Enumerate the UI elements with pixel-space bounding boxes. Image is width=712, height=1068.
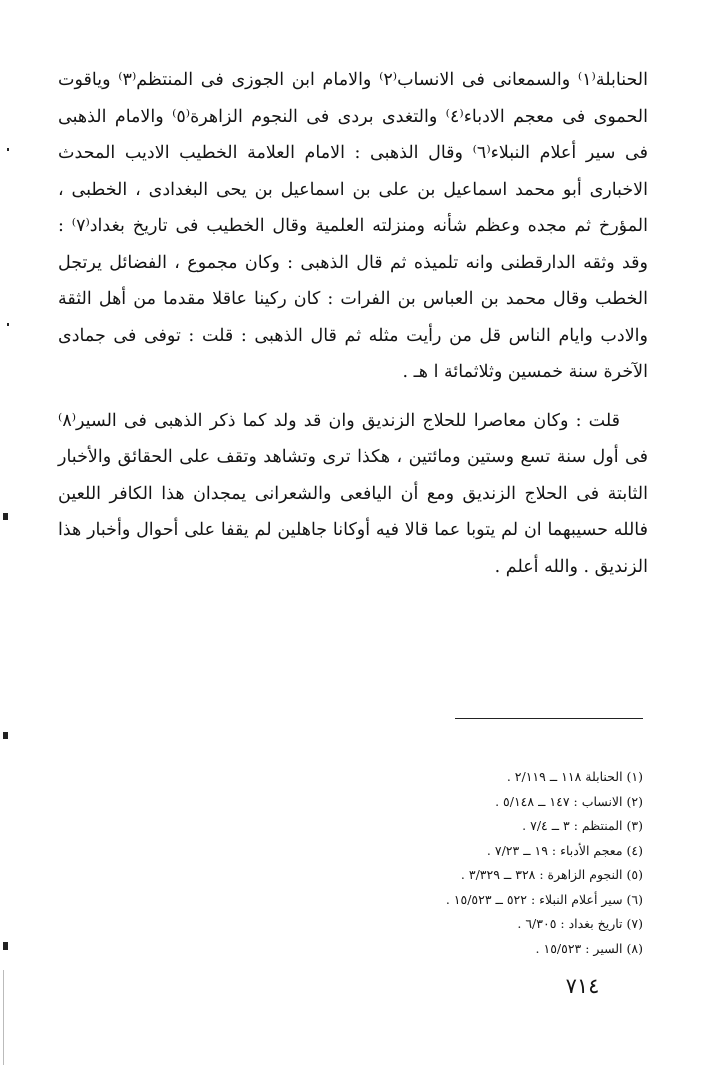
footnote: (١) الحنابلة ١١٨ ــ ٢/١١٩ . — [506, 769, 643, 784]
footnote: (٤) معجم الأدباء : ١٩ ــ ٧/٢٣ . — [486, 842, 643, 858]
scan-edge-mark — [3, 513, 8, 520]
main-text — [58, 62, 648, 585]
footnotes-list — [300, 765, 643, 961]
scan-edge-line — [3, 970, 4, 1065]
footnote: (٢) الانساب : ١٤٧ ــ ٥/١٤٨ . — [495, 793, 643, 809]
footnote: (٣) المنتظم : ٣ ــ ٧/٤ . — [522, 818, 643, 833]
scan-edge-mark — [3, 732, 8, 739]
scan-edge-mark — [3, 942, 8, 950]
scan-edge-mark — [7, 148, 9, 151]
footnote-separator — [455, 718, 643, 719]
footnote: (٥) النجوم الزاهرة : ٣٢٨ ــ ٣/٣٢٩ . — [460, 867, 643, 882]
footnote: (٧) تاريخ بغداد : ٦/٣٠٥ . — [517, 916, 643, 931]
scan-edge-mark — [7, 323, 9, 326]
footnote: (٦) سير أعلام النبلاء : ٥٢٢ ــ ١٥/٥٢٣ . — [445, 891, 643, 907]
footnote: (٨) السير : ١٥/٥٢٣ . — [535, 940, 643, 956]
page-number: ٧١٤ — [565, 974, 600, 998]
body-paragraph: الحنابلة⁽١⁾ والسمعانى فى الانساب⁽٢⁾ والامام ابن الجوزى فى المنتظم⁽٣⁾ وياقوت الحموى فى معجم الادباء⁽٤⁾ والتغدى بردى فى النجوم الزاهرة⁽٥⁾ والامام الذهبى فى سير أعلام النبلاء⁽٦⁾ وقال الذهبى : الامام العلامة الخطيب الاديب المحدث الاخبارى أبو محمد اسماعيل بن على بن اسماعيل بن يحى البغدادى ، الخطبى ، المؤرخ ثم مجده وعظم شأنه ومنزلته العلمية وقال الخطيب فى تاريخ بغداد⁽٧⁾ : وقد وثقه الدارقطنى وانه تلميذه ثم قال الذهبى : وكان مجموع ، الفضائل يرتجل الخطب وقال محمد بن العباس بن الفرات : كان ركينا عاقلا مقدما من أهل الثقة والادب وايام الناس قل من رأيت مثله ثم قال الذهبى : قلت : توفى فى جمادى الآخرة سنة خمسين وثلاثمائة ا هـ . — [58, 70, 649, 382]
body-paragraph: قلت : وكان معاصرا للحلاج الزنديق وان قد ولد كما ذكر الذهبى فى السير⁽٨⁾ فى أول سنة تسع وستين ومائتين ، هكذا ترى وتشاهد وتقف على الحقائق والأخبار الثابتة فى الحلاج الزنديق ومع أن اليافعى والشعرانى يمجدان هذا الكافر اللعين فالله حسيبهما ان لم يتوبا عما قالا فيه أوكانا جاهلين لم يقفا على أحوال وأخبار هذا الزنديق . والله أعلم . — [58, 410, 648, 577]
